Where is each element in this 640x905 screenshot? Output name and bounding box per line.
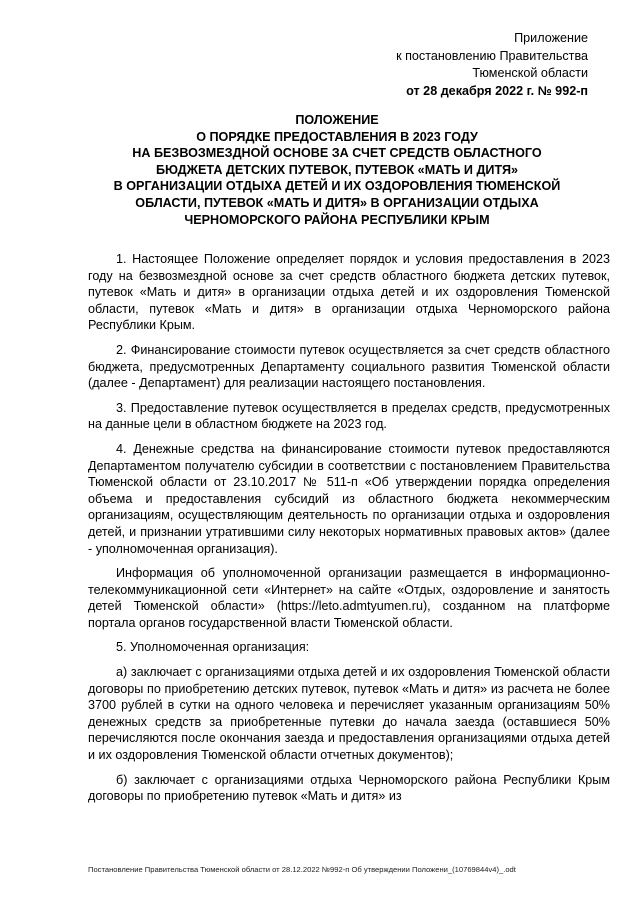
title-line-4: БЮДЖЕТА ДЕТСКИХ ПУТЕВОК, ПУТЕВОК «МАТЬ И ДИТЯ» (155, 162, 519, 177)
paragraph-5a: а) заключает с организациями отдыха детей и их оздоровления Тюменской области договоры по приобретению детских путевок, путевок «Мать и дитя» из расчета не более 3700 рублей в сутки на одного человека и перечисляет указанным организациям 50% денежных средств за приобретенные путевки до начала заезда (оставшиеся 50% перечисляются после окончания заезда и предоставления организациями отдыха детей и их оздоровления Тюменской области отчетных документов); (88, 665, 610, 763)
appendix-line-1: Приложение (514, 31, 588, 45)
title-line-3: НА БЕЗВОЗМЕЗДНОЙ ОСНОВЕ ЗА СЧЕТ СРЕДСТВ ОБЛАСТНОГО (132, 146, 542, 161)
document-footer: Постановление Правительства Тюменской области от 28.12.2022 №992-п Об утверждении Положени_(10769844v4)_.odt (88, 865, 516, 874)
document-title (88, 112, 586, 228)
paragraph-4: 4. Денежные средства на финансирование стоимости путевок предоставляются Департаментом получателю субсидии в соответствии с постановлением Правительства Тюменской области от 23.10.2017 № 511-п «Об утверждении порядка определения объема и предоставления субсидий из областного бюджета некоммерческим организациям, осуществляющим деятельность по организации отдыха и оздоровления детей, и признании утратившими силу некоторых нормативных правовых актов» (далее - уполномоченная организация). (88, 441, 610, 556)
appendix-date-number: от 28 декабря 2022 г. № 992-п (406, 83, 588, 98)
appendix-block (328, 30, 588, 100)
appendix-line-2: к постановлению Правительства (396, 48, 588, 63)
title-line-2: О ПОРЯДКЕ ПРЕДОСТАВЛЕНИЯ В 2023 ГОДУ (196, 129, 478, 144)
appendix-line-3: Тюменской области (472, 66, 588, 80)
paragraph-3: 3. Предоставление путевок осуществляется в пределах средств, предусмотренных на данные цели в областном бюджете на 2023 год. (88, 400, 610, 432)
paragraph-2: 2. Финансирование стоимости путевок осуществляется за счет средств областного бюджета, предусмотренных Департаменту социального развития Тюменской области (далее - Департамент) для реализации настоящего постановления. (88, 342, 610, 391)
title-line-6: ОБЛАСТИ, ПУТЕВОК «МАТЬ И ДИТЯ» В ОРГАНИЗАЦИИ ОТДЫХА (135, 195, 539, 210)
title-line-7: ЧЕРНОМОРСКОГО РАЙОНА РЕСПУБЛИКИ КРЫМ (184, 212, 490, 227)
title-line-5: В ОРГАНИЗАЦИИ ОТДЫХА ДЕТЕЙ И ИХ ОЗДОРОВЛЕНИЯ ТЮМЕНСКОЙ (113, 179, 561, 194)
document-body (88, 251, 610, 813)
paragraph-1: 1. Настоящее Положение определяет порядок и условия предоставления в 2023 году на безвозмездной основе за счет средств областного бюджета детских путевок, путевок «Мать и дитя» в организации отдыха детей и их оздоровления Тюменской области, путевок «Мать и дитя» в организации отдыха Черноморского района Республики Крым. (88, 252, 610, 333)
paragraph-5b: б) заключает с организациями отдыха Черноморского района Республики Крым договоры по приобретению путевок «Мать и дитя» из (88, 772, 610, 804)
paragraph-info: Информация об уполномоченной организации размещается в информационно-телекоммуникационной сети «Интернет» на сайте «Отдых, оздоровление и занятость детей Тюменской области» (https://leto.admtyumen.ru), созданном на платформе портала органов государственной власти Тюменской области. (88, 566, 610, 630)
paragraph-5: 5. Уполномоченная организация: (116, 640, 310, 655)
title-line-1: ПОЛОЖЕНИЕ (295, 113, 379, 127)
